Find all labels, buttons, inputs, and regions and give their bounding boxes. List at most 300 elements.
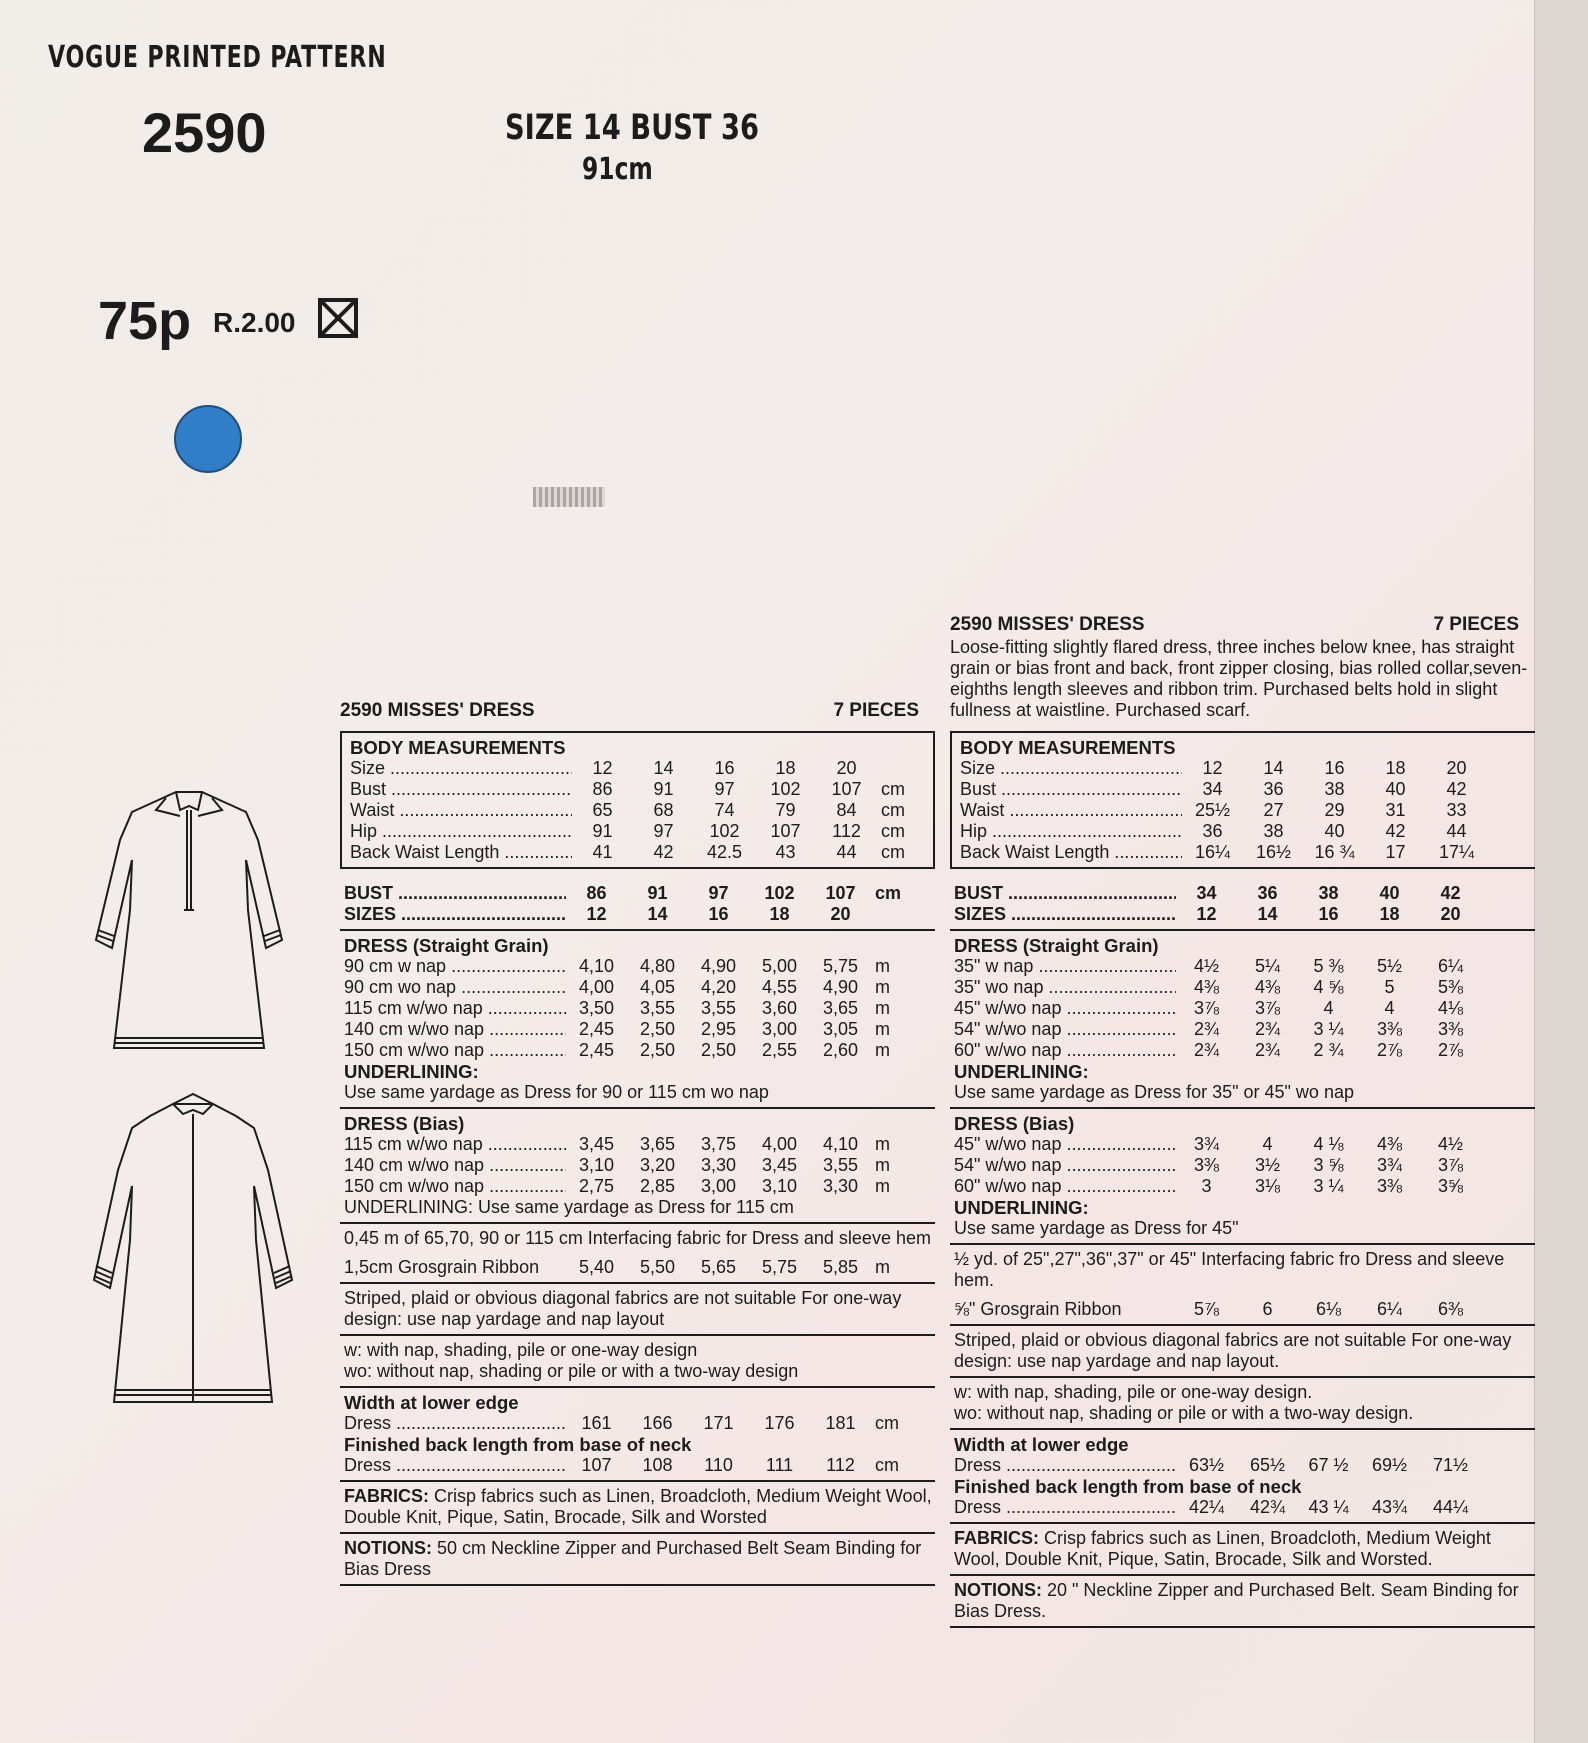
sizes-label: SIZES .....: [954, 904, 1176, 925]
value-cell: 3,65: [822, 998, 859, 1018]
value-cell: 4: [1262, 1134, 1273, 1154]
measurement-row: [954, 977, 1535, 998]
value-cell: 3⅜: [1193, 1155, 1220, 1175]
imperial-underlining1-title: UNDERLINING:: [954, 1061, 1089, 1082]
metric-bias-section: [340, 1109, 935, 1224]
measurement-row: [350, 821, 927, 842]
imperial-underlining2-title: UNDERLINING:: [954, 1197, 1089, 1218]
sizes-label: SIZES .....: [344, 904, 566, 925]
row-label: 35" wo nap .....: [954, 977, 1176, 998]
metric-title: 2590 MISSES' DRESS: [340, 700, 535, 721]
measurement-row: [960, 821, 1529, 842]
value-cell: 3⅛: [1254, 1176, 1281, 1196]
value-cell: 3,55: [700, 998, 737, 1018]
row-label: 115 cm w/wo nap .....: [344, 1134, 566, 1155]
value-cell: 42.5: [706, 842, 743, 862]
measurement-row: [960, 758, 1529, 779]
metric-straight-section: [340, 931, 935, 1109]
value-cell: 38: [1263, 821, 1284, 841]
value-cell: 17: [1385, 842, 1406, 862]
value-cell: 6: [1262, 1299, 1273, 1319]
value-cell: 17¼: [1438, 842, 1475, 862]
metric-body-measurements: [340, 731, 935, 869]
notions-title: NOTIONS:: [344, 1538, 432, 1558]
fabrics-text: Crisp fabrics such as Linen, Broadcloth, Medium Weight Wool, Double Knit, Pique, Satin, Brocade, Silk and Worsted.: [954, 1528, 1491, 1569]
value-cell: 68: [653, 800, 674, 820]
row-label: Hip .....: [350, 821, 572, 842]
notions-title: NOTIONS:: [954, 1580, 1042, 1600]
value-cell: 36: [1257, 883, 1278, 903]
imperial-pieces: 7 PIECES: [1433, 614, 1519, 635]
value-cell: 2⅞: [1376, 1040, 1403, 1060]
value-cell: 5 ⅜: [1313, 956, 1344, 976]
notions-text: 50 cm Neckline Zipper and Purchased Belt Seam Binding for Bias Dress: [344, 1538, 922, 1579]
value-cell: 3,45: [761, 1155, 798, 1175]
value-cell: 4⅛: [1437, 998, 1464, 1018]
value-cell: 102: [709, 821, 740, 841]
value-cell: 4,90: [822, 977, 859, 997]
imperial-notions: [950, 1576, 1535, 1628]
value-cell: 3⅝: [1437, 1176, 1464, 1196]
value-cell: 2,50: [639, 1040, 676, 1060]
metric-sizes-row: [344, 904, 935, 925]
value-cell: 5: [1384, 977, 1395, 997]
metric-fabrics: [340, 1482, 935, 1534]
imperial-straight-section: [950, 931, 1535, 1109]
value-cell: 5½: [1376, 956, 1403, 976]
dress-back-illustration: [88, 1090, 298, 1420]
imperial-bias-section: [950, 1109, 1535, 1245]
price-pence: 75p: [98, 291, 192, 351]
imperial-finished-measurements: [950, 1430, 1535, 1524]
unit: m: [875, 1155, 890, 1175]
imperial-header: [950, 614, 1535, 635]
metric-body-rows: [350, 758, 927, 863]
value-cell: 102: [770, 779, 801, 799]
bust-label: BUST .....: [344, 883, 566, 904]
value-cell: 43: [775, 842, 796, 862]
unit: cm: [875, 883, 902, 903]
size-cm-stamp: 91cm: [582, 152, 653, 187]
imperial-striped-note: [950, 1326, 1535, 1378]
value-cell: 102: [764, 883, 795, 903]
unit: m: [875, 977, 890, 997]
imperial-underlining2-text: Use same yardage as Dress for 45": [954, 1218, 1239, 1238]
value-cell: 38: [1318, 883, 1339, 903]
value-cell: 4⅜: [1193, 977, 1220, 997]
value-cell: 25½: [1194, 800, 1231, 820]
measurement-row: [954, 956, 1535, 977]
value-cell: 161: [581, 1413, 612, 1433]
value-cell: 65: [592, 800, 613, 820]
value-cell: 3¾: [1193, 1134, 1220, 1154]
imperial-chart: [950, 614, 1535, 1628]
value-cell: 34: [1202, 779, 1223, 799]
bust-label: BUST .....: [954, 883, 1176, 904]
metric-header: [340, 700, 935, 721]
unit: m: [875, 1019, 890, 1039]
unit: m: [875, 1134, 890, 1154]
measurement-row: [344, 1019, 935, 1040]
value-cell: 71½: [1432, 1455, 1469, 1475]
striped-text: Striped, plaid or obvious diagonal fabrics are not suitable For one-way design: use nap yardage and nap layout: [344, 1288, 902, 1329]
unit: cm: [875, 1455, 899, 1475]
value-cell: 84: [836, 800, 857, 820]
value-cell: 5⅜: [1437, 977, 1464, 997]
value-cell: 16: [714, 758, 735, 778]
measurement-row: [960, 779, 1529, 800]
imperial-straight-title: DRESS (Straight Grain): [954, 935, 1159, 956]
ribbon-label: 1,5cm Grosgrain Ribbon: [344, 1257, 540, 1277]
row-label: 54" w/wo nap .....: [954, 1155, 1176, 1176]
value-cell: 3,30: [700, 1155, 737, 1175]
value-cell: 44¼: [1432, 1497, 1469, 1517]
value-cell: 40: [1385, 779, 1406, 799]
value-cell: 42¾: [1249, 1497, 1286, 1517]
value-cell: 91: [653, 779, 674, 799]
row-label: 35" w nap .....: [954, 956, 1176, 977]
checked-box-icon: [318, 298, 358, 338]
value-cell: 2,45: [578, 1019, 615, 1039]
row-label: Back Waist Length .....: [350, 842, 572, 863]
value-cell: 3,20: [639, 1155, 676, 1175]
value-cell: 3,75: [700, 1134, 737, 1154]
value-cell: 31: [1385, 800, 1406, 820]
row-label: Bust .....: [350, 779, 572, 800]
value-cell: 18: [775, 758, 796, 778]
value-cell: 110: [704, 1455, 733, 1475]
page-edge: [1534, 0, 1588, 1743]
fabrics-title: FABRICS:: [954, 1528, 1039, 1548]
imperial-nap-definitions: [950, 1378, 1535, 1430]
value-cell: 5,85: [822, 1257, 859, 1277]
value-cell: 16: [1324, 758, 1345, 778]
price-rand: R.2.00: [213, 307, 296, 338]
unit: m: [875, 1257, 890, 1277]
value-cell: 3⅜: [1437, 1019, 1464, 1039]
value-cell: 43¾: [1371, 1497, 1408, 1517]
value-cell: 5,75: [761, 1257, 798, 1277]
length-label: Dress .....: [954, 1497, 1176, 1518]
value-cell: 2,85: [639, 1176, 676, 1196]
value-cell: 67 ½: [1308, 1455, 1349, 1475]
measurement-row: [344, 1040, 935, 1061]
value-cell: 34: [1196, 883, 1217, 903]
fabrics-title: FABRICS:: [344, 1486, 429, 1506]
metric-pieces: 7 PIECES: [833, 700, 919, 721]
value-cell: 3⅞: [1193, 998, 1220, 1018]
value-cell: 166: [642, 1413, 673, 1433]
value-cell: 4,80: [639, 956, 676, 976]
value-cell: 18: [1385, 758, 1406, 778]
value-cell: 63½: [1188, 1455, 1225, 1475]
value-cell: 38: [1324, 779, 1345, 799]
metric-underlining1-text: Use same yardage as Dress for 90 or 115 cm wo nap: [344, 1082, 769, 1102]
metric-ribbon: [340, 1253, 935, 1284]
value-cell: 5¼: [1254, 956, 1281, 976]
value-cell: 108: [642, 1455, 673, 1475]
length-label: Dress .....: [344, 1455, 566, 1476]
value-cell: 16 ¾: [1314, 842, 1355, 862]
measurement-row: [350, 779, 927, 800]
faded-stamp: [533, 487, 605, 507]
brand-name: VOGUE PRINTED PATTERN: [48, 40, 387, 75]
measurement-row: [350, 842, 927, 863]
value-cell: 112: [826, 1455, 855, 1475]
value-cell: 4⅜: [1254, 977, 1281, 997]
metric-finished-measurements: [340, 1388, 935, 1482]
value-cell: 27: [1263, 800, 1284, 820]
value-cell: 3,45: [578, 1134, 615, 1154]
value-cell: 20: [1446, 758, 1467, 778]
measurement-row: [954, 1155, 1535, 1176]
value-cell: 3 ¼: [1313, 1019, 1344, 1039]
value-cell: 20: [1440, 904, 1461, 924]
value-cell: 5,50: [639, 1257, 676, 1277]
metric-bust-sizes: [340, 879, 935, 931]
value-cell: 107: [831, 779, 862, 799]
imperial-fabrics: [950, 1524, 1535, 1576]
value-cell: 111: [765, 1455, 794, 1475]
unit: cm: [875, 1413, 899, 1433]
value-cell: 2,50: [639, 1019, 676, 1039]
measurement-row: [954, 1134, 1535, 1155]
value-cell: 4,20: [700, 977, 737, 997]
value-cell: 2¾: [1193, 1019, 1220, 1039]
value-cell: 3,65: [639, 1134, 676, 1154]
value-cell: 3⅞: [1254, 998, 1281, 1018]
measurement-row: [954, 998, 1535, 1019]
value-cell: 3,55: [639, 998, 676, 1018]
metric-striped-note: [340, 1284, 935, 1336]
dress-front-illustration: [84, 780, 294, 1070]
value-cell: 2⅞: [1437, 1040, 1464, 1060]
metric-bust-row: [344, 883, 935, 904]
metric-underlining1-title: UNDERLINING:: [344, 1061, 479, 1082]
value-cell: 97: [714, 779, 735, 799]
value-cell: 20: [830, 904, 851, 924]
imperial-body-measurements: [950, 731, 1535, 869]
value-cell: 12: [1202, 758, 1223, 778]
row-label: 140 cm w/wo nap .....: [344, 1155, 566, 1176]
value-cell: 2¾: [1254, 1019, 1281, 1039]
imperial-ribbon: [950, 1295, 1535, 1326]
width-label: Dress .....: [344, 1413, 566, 1434]
value-cell: 2,45: [578, 1040, 615, 1060]
metric-chart: [340, 700, 935, 1586]
row-label: Size .....: [960, 758, 1182, 779]
measurement-row: [344, 998, 935, 1019]
value-cell: 36: [1202, 821, 1223, 841]
value-cell: 74: [714, 800, 735, 820]
value-cell: 3,05: [822, 1019, 859, 1039]
imperial-description: Loose-fitting slightly flared dress, three inches below knee, has straight grain or bias front and back, front zipper closing, bias rolled collar,seven-eighths length sleeves and ribbon trim. Purchased belts hold in slight fullness at waistline. Purchased scarf.: [950, 637, 1528, 720]
value-cell: 42: [1385, 821, 1406, 841]
value-cell: 4,00: [761, 1134, 798, 1154]
value-cell: 42: [653, 842, 674, 862]
striped-text: Striped, plaid or obvious diagonal fabrics are not suitable For one-way design: use nap yardage and nap layout.: [954, 1330, 1512, 1371]
imperial-body-title: BODY MEASUREMENTS: [960, 737, 1176, 758]
row-label: Waist .....: [350, 800, 572, 821]
unit: cm: [881, 821, 905, 841]
value-cell: 3,10: [578, 1155, 615, 1175]
measurement-row: [350, 800, 927, 821]
pattern-number: 2590: [142, 101, 267, 164]
value-cell: 112: [832, 821, 861, 841]
value-cell: 5⅞: [1193, 1299, 1220, 1319]
unit: m: [875, 956, 890, 976]
value-cell: 86: [586, 883, 607, 903]
value-cell: 4 ⅝: [1313, 977, 1344, 997]
metric-bias-title: DRESS (Bias): [344, 1113, 465, 1134]
value-cell: 107: [581, 1455, 612, 1475]
row-label: 45" w/wo nap .....: [954, 998, 1176, 1019]
value-cell: 3⅜: [1376, 1019, 1403, 1039]
value-cell: 5,75: [822, 956, 859, 976]
value-cell: 43 ¼: [1308, 1497, 1349, 1517]
row-label: Bust .....: [960, 779, 1182, 800]
value-cell: 4,55: [761, 977, 798, 997]
metric-notions: [340, 1534, 935, 1586]
value-cell: 5,65: [700, 1257, 737, 1277]
value-cell: 14: [653, 758, 674, 778]
value-cell: 3 ⅝: [1313, 1155, 1344, 1175]
value-cell: 4⅜: [1376, 1134, 1403, 1154]
value-cell: 29: [1324, 800, 1345, 820]
value-cell: 4: [1323, 998, 1334, 1018]
imperial-title: 2590 MISSES' DRESS: [950, 614, 1145, 635]
value-cell: 6¼: [1376, 1299, 1403, 1319]
unit: cm: [881, 779, 905, 799]
measurement-row: [344, 1134, 935, 1155]
value-cell: 2¾: [1193, 1040, 1220, 1060]
value-cell: 3,10: [761, 1176, 798, 1196]
value-cell: 42¼: [1188, 1497, 1225, 1517]
width-label: Dress .....: [954, 1455, 1176, 1476]
value-cell: 3⅞: [1437, 1155, 1464, 1175]
value-cell: 69½: [1371, 1455, 1408, 1475]
metric-nap-definitions: [340, 1336, 935, 1388]
value-cell: 16¼: [1194, 842, 1231, 862]
value-cell: 16: [1318, 904, 1339, 924]
value-cell: 3¾: [1376, 1155, 1403, 1175]
value-cell: 107: [770, 821, 801, 841]
value-cell: 14: [647, 904, 668, 924]
size-bust-stamp: SIZE 14 BUST 36: [505, 108, 760, 148]
value-cell: 97: [708, 883, 729, 903]
value-cell: 2,55: [761, 1040, 798, 1060]
value-cell: 5,00: [761, 956, 798, 976]
value-cell: 65½: [1249, 1455, 1286, 1475]
row-label: 60" w/wo nap .....: [954, 1040, 1176, 1061]
unit: m: [875, 998, 890, 1018]
unit: m: [875, 1040, 890, 1060]
row-label: 90 cm wo nap .....: [344, 977, 566, 998]
value-cell: 44: [836, 842, 857, 862]
value-cell: 2 ¾: [1313, 1040, 1344, 1060]
value-cell: 6⅜: [1437, 1299, 1464, 1319]
row-label: Hip .....: [960, 821, 1182, 842]
metric-interfacing: [340, 1224, 935, 1253]
value-cell: 4,90: [700, 956, 737, 976]
w-definition: w: with nap, shading, pile or one-way design: [344, 1340, 698, 1360]
value-cell: 4½: [1193, 956, 1220, 976]
measurement-row: [960, 842, 1529, 863]
imperial-interfacing: [950, 1245, 1535, 1295]
value-cell: 2¾: [1254, 1040, 1281, 1060]
value-cell: 12: [1196, 904, 1217, 924]
value-cell: 44: [1446, 821, 1467, 841]
value-cell: 181: [825, 1413, 856, 1433]
row-label: 140 cm w/wo nap .....: [344, 1019, 566, 1040]
value-cell: 42: [1446, 779, 1467, 799]
value-cell: 6⅛: [1315, 1299, 1342, 1319]
measurement-row: [954, 1176, 1535, 1197]
value-cell: 3 ¼: [1313, 1176, 1344, 1196]
value-cell: 3⅜: [1376, 1176, 1403, 1196]
value-cell: 3,60: [761, 998, 798, 1018]
value-cell: 91: [592, 821, 613, 841]
value-cell: 3,55: [822, 1155, 859, 1175]
value-cell: 3,00: [761, 1019, 798, 1039]
width-title: Width at lower edge: [954, 1434, 1129, 1455]
row-label: 115 cm w/wo nap .....: [344, 998, 566, 1019]
value-cell: 5,40: [578, 1257, 615, 1277]
ribbon-label: ⅝" Grosgrain Ribbon: [954, 1299, 1122, 1319]
imperial-bias-title: DRESS (Bias): [954, 1113, 1075, 1134]
wo-definition: wo: without nap, shading or pile or with a two-way design.: [954, 1403, 1414, 1423]
value-cell: 176: [764, 1413, 795, 1433]
unit: m: [875, 1176, 890, 1196]
value-cell: 3,30: [822, 1176, 859, 1196]
value-cell: 14: [1257, 904, 1278, 924]
measurement-row: [954, 1040, 1535, 1061]
row-label: Back Waist Length .....: [960, 842, 1182, 863]
unit: cm: [881, 800, 905, 820]
unit: cm: [881, 842, 905, 862]
value-cell: 12: [586, 904, 607, 924]
row-label: 150 cm w/wo nap .....: [344, 1176, 566, 1197]
value-cell: 86: [592, 779, 613, 799]
value-cell: 18: [769, 904, 790, 924]
metric-underlining2: UNDERLINING: Use same yardage as Dress for 115 cm: [344, 1197, 794, 1217]
value-cell: 3,50: [578, 998, 615, 1018]
measurement-row: [960, 800, 1529, 821]
interfacing-text: ½ yd. of 25",27",36",37" or 45" Interfacing fabric fro Dress and sleeve hem.: [954, 1249, 1505, 1290]
value-cell: 14: [1263, 758, 1284, 778]
imperial-bust-sizes: [950, 879, 1535, 931]
row-label: 54" w/wo nap .....: [954, 1019, 1176, 1040]
value-cell: 6¼: [1437, 956, 1464, 976]
notions-text: 20 " Neckline Zipper and Purchased Belt. Seam Binding for Bias Dress.: [954, 1580, 1519, 1621]
value-cell: 40: [1324, 821, 1345, 841]
measurement-row: [350, 758, 927, 779]
measurement-row: [954, 1019, 1535, 1040]
value-cell: 107: [825, 883, 856, 903]
w-definition: w: with nap, shading, pile or one-way design.: [954, 1382, 1313, 1402]
value-cell: 36: [1263, 779, 1284, 799]
length-title: Finished back length from base of neck: [954, 1476, 1302, 1497]
value-cell: 3½: [1254, 1155, 1281, 1175]
measurement-row: [344, 1176, 935, 1197]
value-cell: 4,00: [578, 977, 615, 997]
blue-dot-sticker: [174, 405, 242, 473]
row-label: 60" w/wo nap .....: [954, 1176, 1176, 1197]
row-label: 45" w/wo nap .....: [954, 1134, 1176, 1155]
value-cell: 16: [708, 904, 729, 924]
value-cell: 171: [703, 1413, 734, 1433]
value-cell: 40: [1379, 883, 1400, 903]
